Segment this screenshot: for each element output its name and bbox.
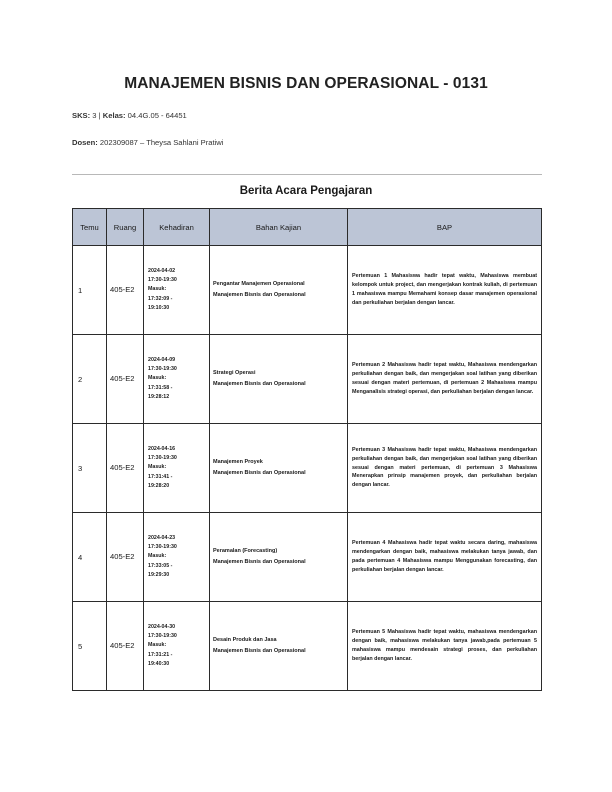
sks-label: SKS: — [72, 111, 91, 120]
cell-temu: 1 — [73, 246, 107, 335]
table-row — [73, 513, 542, 602]
cell-temu: 3 — [73, 424, 107, 513]
header-bahan-kajian: Bahan Kajian — [210, 209, 348, 246]
cell-bap: Pertemuan 5 Mahasiswa hadir tepat waktu, mahasiswa mendengarkan dengan baik, mahasiswa melakukan tanya jawab,pada pertemuan 5 mahasiswa mampu mendesain strategi proses, dan perkuliahan berjalan dengan lancar. — [348, 602, 542, 691]
bap-table — [72, 208, 542, 691]
table-row — [73, 602, 542, 691]
cell-bap: Pertemuan 1 Mahasiswa hadir tepat waktu, Mahasiswa membuat kelompok untuk project, dan mengerjakan kontrak kuliah, di pertemuan 1 mahasiswa mampu Memahami konsep dasar manajemen operasional dan perkuliahan berjalan dengan lancar. — [348, 246, 542, 335]
table-row — [73, 335, 542, 424]
section-title: Berita Acara Pengajaran — [239, 185, 373, 197]
cell-kehadiran: 2024-04-02 17:30-19:30 Masuk: 17:32:09 - 19:10:30 — [144, 246, 210, 335]
table-row — [73, 424, 542, 513]
cell-bap: Pertemuan 3 Mahasiswa hadir tepat waktu, Mahasiswa mendengarkan perkuliahan dengan baik, dan mengerjakan soal latihan yang diberikan sesuai dengan materi pertemuan, di pertemuan 3 Mahasiswa Menerapkan prinsip manajemen proyek, dan perkuliahan berjalan dengan lancar. — [348, 424, 542, 513]
cell-kehadiran: 2024-04-23 17:30-19:30 Masuk: 17:33:05 - 19:29:30 — [144, 513, 210, 602]
cell-temu: 4 — [73, 513, 107, 602]
course-meta-line — [72, 111, 187, 120]
header-temu: Temu — [73, 209, 107, 246]
cell-kehadiran: 2024-04-30 17:30-19:30 Masuk: 17:31:21 - 19:40:30 — [144, 602, 210, 691]
header-ruang: Ruang — [107, 209, 144, 246]
kelas-label: Kelas: — [102, 111, 126, 120]
cell-ruang: 405-E2 — [107, 602, 144, 691]
header-bap: BAP — [348, 209, 542, 246]
cell-bahan-kajian: Manajemen Proyek Manajemen Bisnis dan Operasional — [210, 424, 348, 513]
table-header-row — [73, 209, 542, 246]
dosen-label: Dosen: — [72, 138, 98, 147]
cell-temu: 5 — [73, 602, 107, 691]
document-title: MANAJEMEN BISNIS DAN OPERASIONAL - 0131 — [124, 75, 488, 92]
cell-bap: Pertemuan 2 Mahasiswa hadir tepat waktu, Mahasiswa mendengarkan perkuliahan dengan baik, dan mengerjakan soal latihan yang diberikan sesuai dengan materi pertemuan, di pertemuan 2 Mahasiswa mampu Menganalisis strategi operasi, dan perkuliahan berjalan dengan lancar. — [348, 335, 542, 424]
sks-value: 3 — [92, 111, 97, 120]
cell-kehadiran: 2024-04-16 17:30-19:30 Masuk: 17:31:41 - 19:28:20 — [144, 424, 210, 513]
table-row — [73, 246, 542, 335]
horizontal-divider — [72, 174, 542, 175]
kelas-value: 04.4G.05 - 64451 — [127, 111, 187, 120]
cell-kehadiran: 2024-04-09 17:30-19:30 Masuk: 17:31:58 - 19:28:12 — [144, 335, 210, 424]
cell-ruang: 405-E2 — [107, 424, 144, 513]
cell-ruang: 405-E2 — [107, 246, 144, 335]
cell-bahan-kajian: Desain Produk dan Jasa Manajemen Bisnis dan Operasional — [210, 602, 348, 691]
meta-separator: | — [98, 111, 101, 120]
cell-ruang: 405-E2 — [107, 513, 144, 602]
header-kehadiran: Kehadiran — [144, 209, 210, 246]
cell-bahan-kajian: Strategi Operasi Manajemen Bisnis dan Operasional — [210, 335, 348, 424]
cell-ruang: 405-E2 — [107, 335, 144, 424]
cell-bahan-kajian: Peramalan (Forecasting) Manajemen Bisnis dan Operasional — [210, 513, 348, 602]
dosen-value: 202309087 – Theysa Sahlani Pratiwi — [99, 138, 224, 147]
cell-bap: Pertemuan 4 Mahasiswa hadir tepat waktu secara daring, mahasiswa mendengarkan dengan baik, mahasiswa melakukan tanya jawab, dan pada pertemuan 4 Mahasiswa mampu Menggunakan forecasting, dan perkuliahan berjalan dengan lancar. — [348, 513, 542, 602]
cell-temu: 2 — [73, 335, 107, 424]
lecturer-line — [72, 138, 223, 147]
cell-bahan-kajian: Pengantar Manajemen Operasional Manajemen Bisnis dan Operasional — [210, 246, 348, 335]
